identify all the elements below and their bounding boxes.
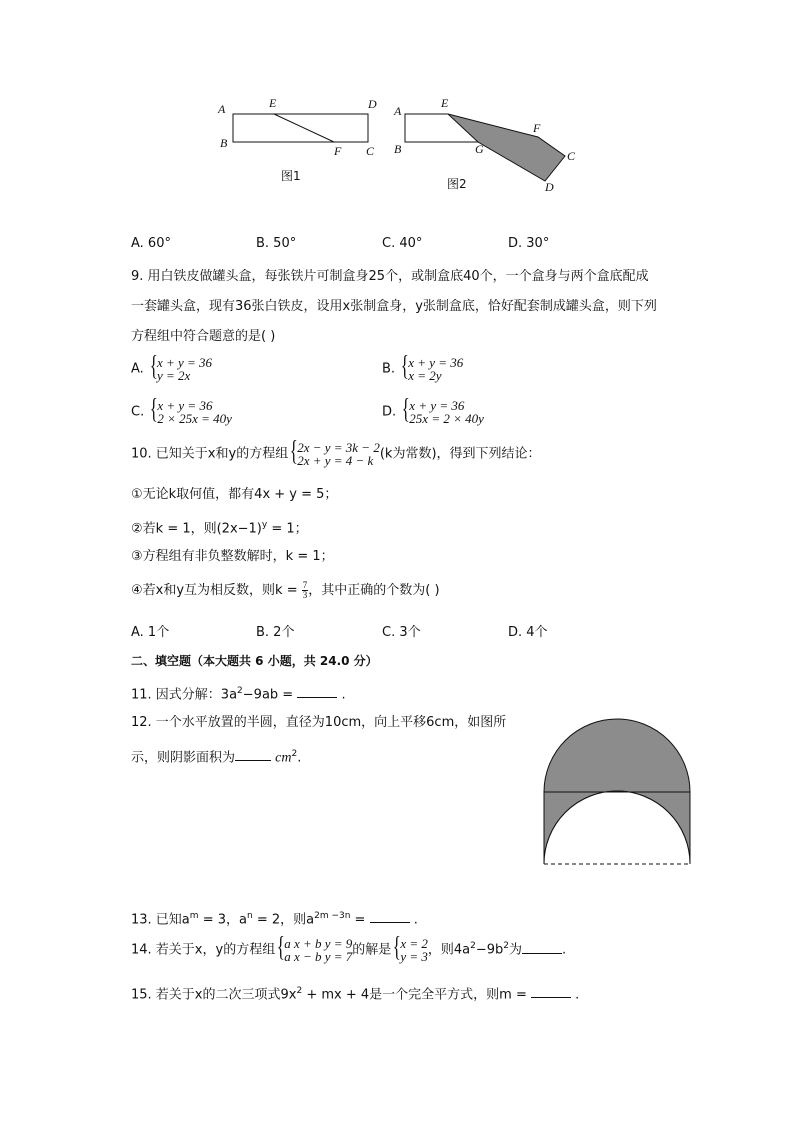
label-f: F — [533, 121, 541, 135]
q8-option-a: A. 60° — [131, 236, 171, 251]
label-c: C — [366, 144, 375, 158]
q10-conclusion-1: ①无论k取何值，都有4x + y = 5； — [131, 487, 338, 502]
figure-1-drawing — [210, 95, 390, 165]
question-13: 13. 已知$a^m = 3$，$a^n = 2$，则$a^{2m -3n}$ = . — [131, 911, 418, 928]
q10-stem: 10. 已知关于x和y的方程组 { 2x − y = 3k − 2 2x + y = 4 − k (k为常数)，得到下列结论： — [131, 441, 541, 467]
q10-conclusion-3: ③方程组有非负整数解时，k = 1； — [131, 549, 334, 564]
q8-option-c: C. 40° — [382, 236, 423, 251]
label-c: C — [567, 149, 576, 163]
q10-option-a: A. 1个 — [131, 625, 170, 640]
q9-option-d: D. { x + y = 36 25x = 2 × 40y — [382, 399, 484, 425]
answer-blank[interactable] — [522, 941, 562, 954]
q12-line-1: 12. 一个水平放置的半圆，直径为10cm，向上平移6cm，如图所 — [131, 715, 507, 730]
label-a: A — [218, 102, 226, 116]
semicircle-figure — [538, 712, 698, 872]
figure-2-drawing — [390, 95, 590, 195]
q10-conclusion-2: ②若k = 1，则$(2x-1)^y = 1$； — [131, 520, 308, 537]
answer-blank[interactable] — [235, 748, 271, 761]
top-semicircle — [544, 719, 690, 792]
q9-option-b: B. { x + y = 36 x = 2y — [382, 356, 463, 382]
label-f: F — [334, 144, 342, 158]
q9-line-3: 方程组中符合题意的是( ) — [131, 329, 276, 344]
fold-line-ef — [274, 114, 334, 142]
figure-2-caption: 图2 — [447, 177, 467, 191]
label-b: B — [394, 142, 402, 156]
q10-option-c: C. 3个 — [382, 625, 421, 640]
rectangle-abcd — [233, 114, 368, 142]
q9-line-1: 9. 用白铁皮做罐头盒，每张铁片可制盒身25个，或制盒底40个，一个盒身与两个盒底配成 — [131, 269, 649, 284]
folded-shaded-region — [448, 114, 565, 181]
question-15: 15. 若关于x的二次三项式$9x^2$ + mx + 4是一个完全平方式，则m = . — [131, 986, 580, 1003]
section-2-heading: 二、填空题（本大题共 6 小题，共 24.0 分） — [131, 654, 378, 668]
q10-option-d: D. 4个 — [508, 625, 548, 640]
answer-blank[interactable] — [531, 985, 571, 998]
label-d: D — [545, 180, 554, 194]
figure-1-caption: 图1 — [281, 169, 301, 183]
q12-line-2: 示，则阴影面积为 $cm^2$. — [131, 749, 302, 766]
answer-blank[interactable] — [297, 685, 337, 698]
q10-option-b: B. 2个 — [256, 625, 295, 640]
q9-line-2: 一套罐头盒，现有36张白铁皮，设用x张制盒身，y张制盒底，恰好配套制成罐头盒，则下列 — [131, 299, 657, 314]
label-b: B — [220, 136, 228, 150]
q9-option-a: A. { x + y = 36 y = 2x — [131, 356, 212, 382]
label-e: E — [269, 96, 277, 110]
q10-conclusion-4: ④若x和y互为相反数，则k = $\frac{7}{3}$ ，其中正确的个数为( ) — [131, 580, 440, 600]
question-14: 14. 若关于x，y的方程组 { a x + b y = 9 a x − b y = 7 的解是 { x = 2 y = 3 ，则$4a^2-9b^2$为 . — [131, 937, 566, 963]
label-d: D — [368, 97, 377, 111]
label-g: G — [475, 142, 484, 156]
fraction-seven-thirds: $\frac{7}{3}$ — [302, 580, 308, 600]
q8-option-d: D. 30° — [508, 236, 550, 251]
label-e: E — [441, 96, 449, 110]
label-a: A — [394, 104, 402, 118]
q8-option-b: B. 50° — [256, 236, 297, 251]
question-11: 11. 因式分解：$3a^2-9ab$ = . — [131, 686, 346, 703]
answer-blank[interactable] — [370, 910, 410, 923]
q9-option-c: C. { x + y = 36 2 × 25x = 40y — [131, 399, 232, 425]
